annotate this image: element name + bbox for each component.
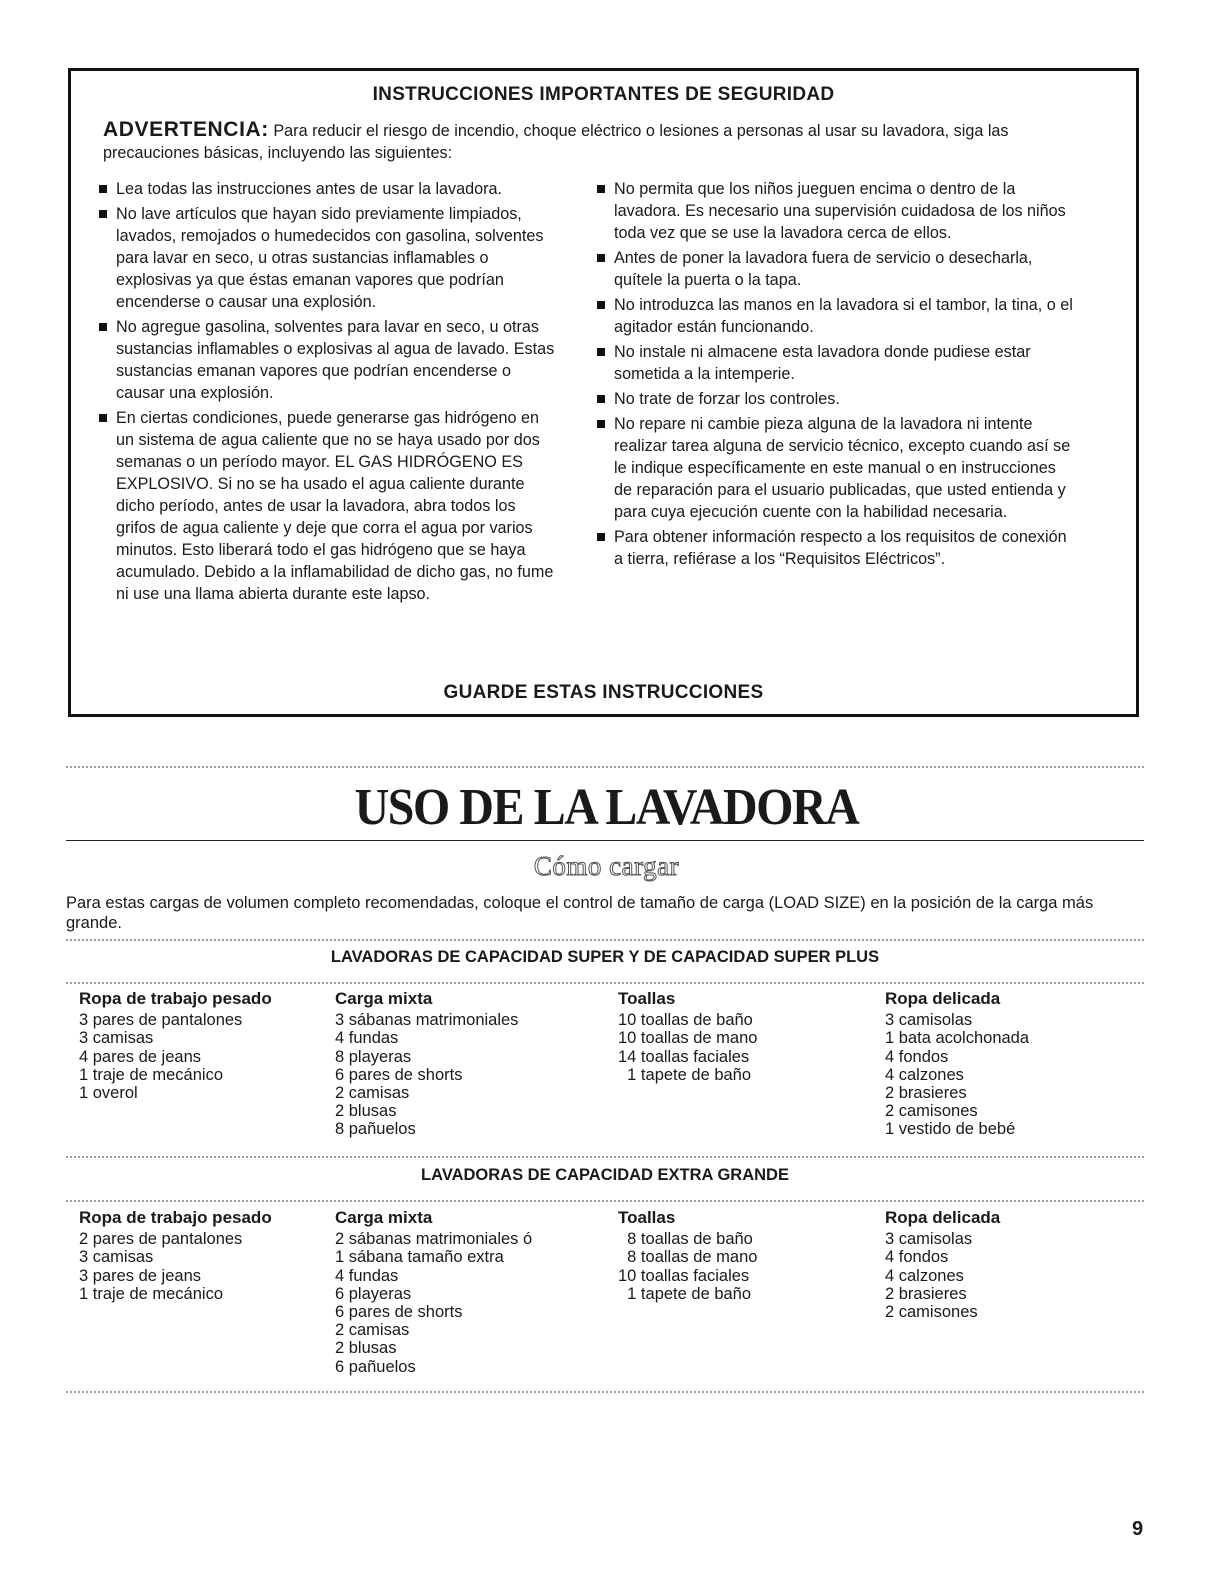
- safety-bullet: En ciertas condiciones, puede generarse gas hidrógeno en un sistema de agua caliente que no se haya usado por dos semanas o un período mayor. EL GAS HIDRÓGENO ES EXPLOSIVO. Si no se ha usado el agua caliente durante dicho período, antes de usar la lavadora, abra todos los grifos de agua caliente y deje que corra el agua por varios minutos. Esto liberará todo el gas hidrógeno que se haya acumulado. Debido a la inflamabilidad de dicho gas, no fume ni use una llama abierta durante este lapso.: [87, 407, 557, 605]
- load-item: 1 vestido de bebé: [885, 1120, 1016, 1139]
- save-instructions-heading: GUARDE ESTAS INSTRUCCIONES: [443, 682, 764, 703]
- load-column: [79, 1209, 272, 1303]
- load-item: 2 camisones: [885, 1303, 978, 1322]
- section-subtitle: Cómo cargar: [533, 851, 680, 881]
- load-column: [885, 990, 1029, 1139]
- safety-instructions-box: [68, 68, 1139, 717]
- safety-title: INSTRUCCIONES IMPORTANTES DE SEGURIDAD: [372, 84, 835, 105]
- column-header: Carga mixta: [335, 989, 433, 1008]
- safety-bullet: No trate de forzar los controles.: [585, 388, 1075, 410]
- safety-bullet: No agregue gasolina, solventes para lavar en seco, u otras sustancias inflamables o explosivas al agua de lavado. Estas sustancias emanan vapores que podrían encenderse o causar una explosión.: [87, 316, 557, 404]
- safety-bullet: No repare ni cambie pieza alguna de la lavadora ni intente realizar tarea alguna de servicio técnico, excepto cuando así se le indique específicamente en este manual o en instrucciones de reparación para el usuario publicadas, que usted entienda y para cuya ejecución cuente con la habilidad necesaria.: [585, 413, 1075, 523]
- load-item: 6 playeras: [335, 1284, 412, 1303]
- load-item: 2 brasieres: [885, 1284, 967, 1303]
- load-item: 4 fundas: [335, 1266, 399, 1285]
- column-header: Ropa de trabajo pesado: [79, 989, 272, 1008]
- load-item: 8 toallas de baño: [618, 1230, 753, 1249]
- load-item: 4 fondos: [885, 1047, 949, 1066]
- load-item: 6 pañuelos: [335, 1357, 416, 1376]
- load-item: 6 pares de shorts: [335, 1065, 463, 1084]
- load-item: 2 blusas: [335, 1102, 397, 1121]
- dotted-divider: [66, 1391, 1144, 1393]
- load-item: 8 pañuelos: [335, 1120, 416, 1139]
- load-item: 10 toallas faciales: [618, 1266, 750, 1285]
- load-item: 4 calzones: [885, 1065, 964, 1084]
- bullet-square-icon: [597, 533, 605, 541]
- load-item: 4 pares de jeans: [79, 1047, 202, 1066]
- bullet-square-icon: [99, 185, 107, 193]
- bullet-square-icon: [99, 210, 107, 218]
- column-header: Toallas: [618, 989, 676, 1008]
- load-item: 2 sábanas matrimoniales ó: [335, 1230, 533, 1249]
- load-item: 3 camisas: [79, 1248, 154, 1267]
- load-item: 3 pares de jeans: [79, 1266, 202, 1285]
- safety-bullet: Para obtener información respecto a los requisitos de conexión a tierra, refiérase a los “Requisitos Eléctricos”.: [585, 526, 1075, 570]
- load-item: 8 toallas de mano: [618, 1248, 758, 1267]
- safety-bullet: No lave artículos que hayan sido previamente limpiados, lavados, remojados o humedecidos con gasolina, solventes para lavar en seco, u otras sustancias inflamables o explosivas ya que éstas emanan vapores que podrían encenderse o causar una explosión.: [87, 203, 557, 313]
- bullet-square-icon: [597, 185, 605, 193]
- warning-paragraph: [103, 119, 1106, 164]
- load-column: [335, 1209, 532, 1376]
- load-item: 14 toallas faciales: [618, 1047, 750, 1066]
- dotted-divider: [66, 982, 1144, 984]
- column-header: Ropa de trabajo pesado: [79, 1208, 272, 1227]
- section-title-rule: [66, 840, 1144, 841]
- load-item: 4 calzones: [885, 1266, 964, 1285]
- safety-bullet: Lea todas las instrucciones antes de usar la lavadora.: [87, 178, 557, 200]
- safety-bullet: No introduzca las manos en la lavadora si el tambor, la tina, o el agitador están funcionando.: [585, 294, 1075, 338]
- bullet-square-icon: [597, 301, 605, 309]
- load-item: 2 camisones: [885, 1102, 978, 1121]
- load-item: 10 toallas de baño: [618, 1011, 753, 1030]
- intro-paragraph: Para estas cargas de volumen completo recomendadas, coloque el control de tamaño de carga (LOAD SIZE) en la posición de la carga más grande.: [66, 894, 1094, 932]
- load-item: 2 brasieres: [885, 1084, 967, 1103]
- safety-bullet: No permita que los niños jueguen encima o dentro de la lavadora. Es necesario una supervisión cuidadosa de los niños toda vez que se use la lavadora cerca de ellos.: [585, 178, 1075, 244]
- column-header: Ropa delicada: [885, 989, 1001, 1008]
- load-column: [618, 1209, 757, 1303]
- load-column: [885, 1209, 1000, 1321]
- bullet-square-icon: [597, 348, 605, 356]
- load-item: 1 overol: [79, 1084, 138, 1103]
- table-title: LAVADORAS DE CAPACIDAD SUPER Y DE CAPACIDAD SUPER PLUS: [330, 948, 880, 966]
- load-item: 3 camisolas: [885, 1230, 973, 1249]
- load-item: 4 fundas: [335, 1029, 399, 1048]
- load-column: [79, 990, 272, 1102]
- load-item: 1 traje de mecánico: [79, 1284, 223, 1303]
- safety-bullets-right: [585, 178, 1075, 573]
- dotted-divider: [66, 939, 1144, 941]
- load-item: 1 bata acolchonada: [885, 1029, 1030, 1048]
- safety-bullet: No instale ni almacene esta lavadora donde pudiese estar sometida a la intemperie.: [585, 341, 1075, 385]
- load-column: [335, 990, 518, 1139]
- bullet-square-icon: [597, 420, 605, 428]
- load-item: 3 camisas: [79, 1029, 154, 1048]
- dotted-divider: [66, 1156, 1144, 1158]
- load-column: [618, 990, 757, 1084]
- dotted-divider: [66, 766, 1144, 768]
- warning-text: Para reducir el riesgo de incendio, choque eléctrico o lesiones a personas al usar su lavadora, siga las precauciones básicas, incluyendo las siguientes:: [103, 122, 1009, 162]
- load-item: 2 blusas: [335, 1339, 397, 1358]
- column-header: Carga mixta: [335, 1208, 433, 1227]
- load-item: 2 camisas: [335, 1084, 410, 1103]
- load-item: 6 pares de shorts: [335, 1303, 463, 1322]
- load-item: 4 fondos: [885, 1248, 949, 1267]
- load-item: 3 camisolas: [885, 1011, 973, 1030]
- safety-bullet: Antes de poner la lavadora fuera de servicio o desecharla, quítele la puerta o la tapa.: [585, 247, 1075, 291]
- page-number: 9: [1132, 1518, 1144, 1540]
- load-item: 2 pares de pantalones: [79, 1230, 243, 1249]
- load-item: 8 playeras: [335, 1047, 412, 1066]
- load-item: 1 sábana tamaño extra: [335, 1248, 504, 1267]
- load-item: 3 sábanas matrimoniales: [335, 1011, 519, 1030]
- bullet-square-icon: [597, 395, 605, 403]
- load-item: 1 tapete de baño: [618, 1284, 752, 1303]
- bullet-square-icon: [597, 254, 605, 262]
- load-item: 1 tapete de baño: [618, 1065, 752, 1084]
- load-item: 10 toallas de mano: [618, 1029, 758, 1048]
- load-item: 3 pares de pantalones: [79, 1011, 243, 1030]
- safety-bullets-left: [87, 178, 557, 608]
- table-title: LAVADORAS DE CAPACIDAD EXTRA GRANDE: [421, 1166, 789, 1184]
- bullet-square-icon: [99, 414, 107, 422]
- warning-label: ADVERTENCIA:: [103, 118, 269, 141]
- load-item: 1 traje de mecánico: [79, 1065, 223, 1084]
- column-header: Toallas: [618, 1208, 676, 1227]
- column-header: Ropa delicada: [885, 1208, 1001, 1227]
- bullet-square-icon: [99, 323, 107, 331]
- load-item: 2 camisas: [335, 1321, 410, 1340]
- section-title: USO DE LA LAVADORA: [354, 779, 859, 836]
- dotted-divider: [66, 1200, 1144, 1202]
